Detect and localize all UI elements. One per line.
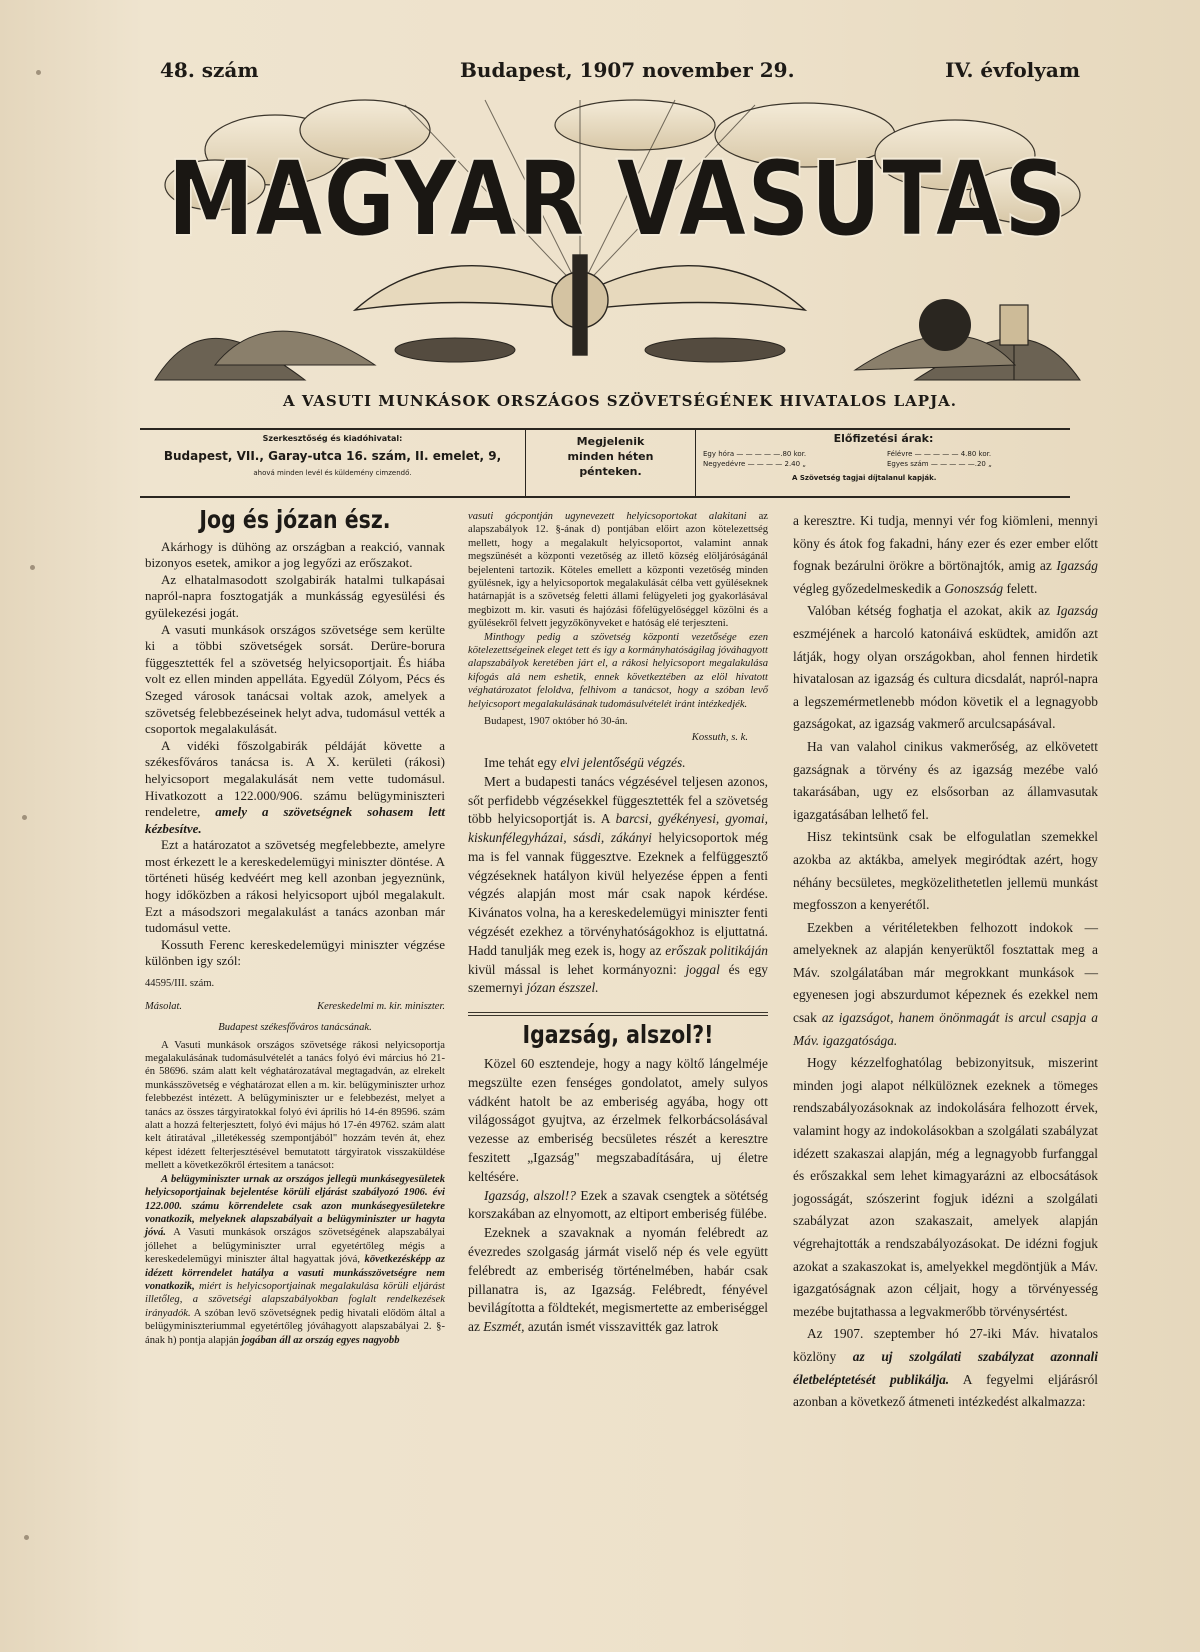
emphasis: jogában áll az ország egyes nagyobb [241, 1334, 400, 1346]
emphasis: miért is helyicsoportjainak megalakulása körüli eljárást illetőleg, a szövetségi alapszabályokban foglalt rendelkezések irányadók. [145, 1280, 445, 1319]
paragraph [468, 773, 768, 999]
emphasis: az igazságot, hanem önönmagát is arcul csapja a Máv. igazgatósága. [793, 1010, 1098, 1048]
paper-blemish [22, 815, 27, 820]
paragraph: Hisz tekintsünk csak be elfogulatlan szemekkel azokba az aktákba, amelyek megiródtak azért, hogy néhány becsületes, megközelithetetlen jellemü munkást megfosszon a kenyerétől. [793, 829, 1098, 913]
paragraph: Ezt a határozatot a szövetség megfelebbezte, amelyre most érkezett le a kereskedelemügyi miniszter döntése. A történeti hüség kedvéért meg kell azonban jegyeznünk, hogy időközben a rákosi helyicsoport ujból megalakult. Ezt a másodszori megalakulást a tanács azonban már tudomásul vette. [145, 837, 445, 936]
paragraph: Ha van valahol cinikus vakmerőség, az elkövetett gazságnak a törvény és az igazság mezébe való takarásában, ugy ez elsősorban az államvasutak igazgatásában lelhető fel. [793, 738, 1098, 822]
emphasis: A belügyminiszter urnak az országos jellegü munkásegyesületek helyicsoportjainak bejelentése körüli eljárást szabályozó 1906. évi 122.000. számu körrendelete csak azon munkásegyesületekre vonatkozik, melyeknek alapszabályait a belügyminiszter ur hagyta jóvá. [145, 1173, 445, 1239]
appearance-info [526, 430, 696, 496]
column-1 [145, 505, 445, 1347]
paragraph [468, 1187, 768, 1225]
emphasis: józan észszel. [526, 980, 599, 996]
paragraph [793, 510, 1098, 600]
paragraph-text: felett. [1006, 580, 1038, 596]
paper-blemish [30, 565, 35, 570]
paragraph-text: A szóban levő szövetségnek pedig hivatali elődöm által a belügyminiszteriummal egyetértőleg jóváhagyott alapszabályai 2. §-ának h) pontja alapján [145, 1307, 445, 1346]
emphasis: következésképp az idézett körrendelet hatálya a vasuti munkásszövetségre nem vonatkozik, [145, 1254, 445, 1292]
emphasis: vasuti gócpontján ugynevezett helyicsoportokat alakitani [468, 511, 747, 522]
emphasis: Igazság [1056, 558, 1098, 574]
paragraph [145, 738, 445, 838]
paragraph-text: A fegyelmi eljárásról azonban a következő átmeneti intézkedést alkalmazza: [793, 1371, 1098, 1410]
editorial-address: Budapest, VII., Garay-utca 16. szám, II. emelet, 9, [163, 449, 502, 463]
paragraph [468, 754, 768, 773]
emphasis: Eszmét, [483, 1319, 525, 1335]
editorial-info [140, 430, 526, 496]
paragraph-text: a keresztre. Ki tudja, mennyi vér fog kiömleni, mennyi köny és átok fog fakadni, hány ezer és ezer ember előtt fognak bezárulni örökre a börtönajtók, amig az [793, 513, 1098, 574]
column-3 [793, 510, 1098, 1414]
article-body [468, 754, 768, 1337]
emphasis: Igazság, alszol!? [484, 1187, 576, 1203]
emphasis: barcsi, gyékényesi, gyomai, kiskunfélegyházai, sásdi, zákányi [468, 811, 768, 846]
info-box [140, 428, 1070, 498]
paragraph-text: Az 1907. szeptember hó 27-iki Máv. hivatalos közlöny [793, 1326, 1098, 1364]
article-title: Igazság, alszol?! [522, 1020, 714, 1050]
paragraph-text: helyicsoportok még ma is fel vannak függesztve. Ezeknek a felfüggesztő végzéseknek hatályon kivül helyezése éppen a fenti végzés alapján most már csak napok kérdése. Kivánatos volna, ha a kereskedelemügyi miniszter fenti végzését ezekhez a törvényhatóságokhoz is eljuttatná. Hadd tanulják meg ezek is, hogy az [468, 830, 768, 958]
paragraph-text: Mert a budapesti tanács végzésével teljesen azonos, sőt perfidebb végzésekkel függesztették fel a szövetség több helyicsoportját is. A [468, 773, 768, 827]
paragraph: Kossuth Ferenc kereskedelemügyi miniszter végzése különben igy szól: [145, 936, 445, 969]
masthead-illustration [155, 95, 1080, 380]
paragraph: Hogy kézzelfoghatólag bebizonyitsuk, miszerint minden jogi alapot nélkülöznek ezeknek a tömeges rendszabályozásoknak az indokolására felhozott érvek, valamint hogy az indokolásokban a szolgálati szabályzat idézett szakaszai alapján, még a legnagyobb furfanggal és erőszakkal sem lehet kimagyarázni az elbocsátások jogosságát, szószerint fogjuk idézni a szolgálati szabályzat azon szakaszait, amelyek alapján végrehajtották a rendszabályozásokat. De idézni fogjuk azokat a szakaszokat is, amelyekkel megdöntjük a Máv. igazgatóságnak azon céljait, hogy a törvényesség mezébe bujtathassa a legvakmerőbb törvénysértést. [793, 1055, 1098, 1319]
emphasis: amely a szövetségnek sohasem lett kézbesítve. [145, 804, 445, 836]
paragraph: Akárhogy is dühöng az országban a reakció, vannak bizonyos esetek, amikor a jog legyőzi az erőszakot. [145, 538, 445, 571]
price-line: Félévre — — — — — 4.80 kor. [887, 450, 992, 458]
reference-number: 44595/III. szám. [145, 978, 215, 990]
quoted-paragraph: Minthogy pedig a szövetség központi vezetősége ezen kötelezettségeinek eleget tett és igy a kormányhatóságilag jóváhagyott alapszabályok keretében járt el, a rákosi helyicsoport megalakulása kifogás alá nem eshetik, ennek következtében az elöl hivatott véghatározatot feloldva, felhivom a tanácsot, hogy a szóban levő helyicsoport megalakulásának tudomásulvételét iránt intézkedjék. [468, 631, 768, 710]
price-line: Negyedévre — — — — 2.40 „ [703, 460, 806, 468]
appears-line: pénteken. [579, 465, 642, 478]
paragraph-text: kivül mással is lehet kormányozni: [468, 961, 677, 977]
addressee: Budapest székesfőváros tanácsának. [218, 1022, 372, 1034]
paragraph [793, 917, 1098, 1053]
paragraph: Az elhatalmasodott szolgabirák hatalmi tulkapásai napról-napra fosztogatják a munkásság egyesülési és gyülekezési jogát. [145, 571, 445, 620]
quoted-paragraph [468, 510, 768, 631]
paragraph: A vasuti munkások országos szövetsége sem kerülte ki a többi szövetségek sorsát. Derüre-borura függesztették fel a szövetség helyicsoportjait. És hiába volt ez ellen minden appelláta. Egyedül Zólyom, Pécs és Szeged városok tanácsai voltak azok, amelyek a szövetség felebbezéseinek helyt adva, tudomásul vették a csoportok megalakulását. [145, 621, 445, 737]
quoted-paragraph: A Vasuti munkások országos szövetsége rákosi nelyicsoportja megalakulásának tudomásulvételét a tanács folyó évi március hó 21-én 58696. szám alatt kelt véghatározatával megtagadván, az elrekelt munkásszövetség e véghatározat ellen a m. kir. belügyminiszter urhoz felebbezést intézett. A belügyminiszter ur e felebbezést, melyet a tanács az összes tárgyiratokkal folyó évi április hó 14-én 89596. szám alatt a hozzá felterjesztett, folyó évi május hó 17-én 49762. szám alatt kelt átiratával „illetékesség szempontjából" hozzám tevén át, ehez képest idézett felterjesztésével bemutatott tárgyiratok visszaküldése mellett a következőkről értesitem a tanácsot: [145, 1039, 445, 1172]
signature: Kossuth, s. k. [691, 731, 748, 743]
paragraph: Közel 60 esztendeje, hogy a nagy költő lángelméje megszülte ezen fenséges gondolatot, amely sulyos vádként hatolt be az emberiség agyába, hogy ott világosságot gyujtva, az érzelmek felkorbácsolásával vezesse az emberiség becsületes részét a keresztre feszitett „Igazság" megszabadítására, uj életre keltésére. [468, 1056, 768, 1184]
copy-label: Másolat. [145, 1000, 183, 1012]
appears-line: Megjelenik [576, 435, 645, 448]
copy-header [145, 999, 445, 1016]
article-title: Jog és józan ész. [199, 505, 391, 534]
emphasis: joggal [685, 961, 720, 977]
dateline: Budapest, 1907 október hó 30-án. [484, 716, 628, 728]
emphasis: erőszak politikáján [665, 942, 768, 958]
emphasis: elvi jelentőségü végzés. [560, 754, 686, 770]
masthead-subtitle: A VASUTI MUNKÁSOK ORSZÁGOS SZÖVETSÉGÉNEK HIVATALOS LAPJA. [282, 392, 958, 410]
paragraph-text: végleg győzedelmeskedik a [793, 580, 941, 596]
appears-line: minden héten [567, 450, 654, 463]
paragraph-text: A vidéki főszolgabirák példáját követte a székesfőváros tanácsa is. A X. kerületi (rákosi) helyicsoport megalakulását nem vette tudomásul. Hivatkozott a 122.000/906. számu belügyminiszteri rendeletre, [145, 737, 445, 820]
place-date: Budapest, 1907 november 29. [460, 58, 795, 82]
section-divider [468, 1012, 768, 1016]
paragraph-text: A Vasuti munkások országos szövetségének alapszabályai jóllehet a belügyminiszter urral egyetértőleg mégis a kereskedelemügyi miniszter által hagyattak jóvá, [145, 1227, 445, 1266]
top-line [160, 58, 1080, 88]
paragraph [793, 1323, 1098, 1413]
paragraph-text: Valóban kétség foghatja el azokat, akik az [807, 603, 1050, 619]
quoted-paragraph [145, 1173, 445, 1347]
price-line: Egy hóra — — — — —.80 kor. [703, 450, 807, 458]
paragraph [793, 600, 1098, 736]
emphasis: az uj szolgálati szabályzat azonnali életbeléptetését publikálja. [793, 1348, 1098, 1387]
paper-blemish [36, 70, 41, 75]
paragraph-text: azután ismét visszavitték gaz latrok [527, 1319, 719, 1335]
editorial-label: Szerkesztőség és kiadóhivatal: [262, 434, 403, 443]
paper-blemish [24, 1535, 29, 1540]
editorial-note: ahová minden levél és küldemény cimzendő. [253, 469, 412, 477]
subscription-prices [697, 430, 1070, 496]
paragraph-text: Ezek a szavak csengtek a sötétség korszakában az elnyomott, az eltiport emberiség fülébe. [468, 1187, 768, 1222]
price-line: Egyes szám — — — — —.20 „ [887, 460, 992, 468]
issue-number: 48. szám [160, 58, 259, 82]
masthead-title: MAGYAR VASUTAS [167, 138, 1067, 260]
globe-icon [919, 299, 971, 351]
volume: IV. évfolyam [945, 58, 1080, 82]
emphasis: Igazság [1056, 603, 1098, 619]
paragraph-text: és egy szemernyi [468, 961, 768, 996]
paragraph-text: Ezekben a véritéletekben felhozott indokok — amelyeknek az alapján kenyerüktől fosztattak meg a Máv. szolgálatában már megrokkant munkások — egyenesen jogi abszurdumot képeznek és ezekkel nem csak [793, 919, 1098, 1026]
ministry: Kereskedelmi m. kir. miniszter. [317, 1000, 445, 1012]
column-2 [468, 510, 768, 1337]
paragraph-text: eszméjének a harcoló katonáivá esküdtek, amidőn azt látják, hogy olyan országokban, ahol fennen hirdetik hivatalosan az igazság és cultura dicsdalát, napról-napra a legszemérmetlenebb módon követik el a legnagyobb gazságokat, az igazság vakmerő arculcsapásával. [793, 625, 1098, 732]
paragraph-text: az alapszabályok 12. §-ának d) pontjában előirt azon kötelezettség mellett, hogy a megalakult helyicsoportot, valamint annak megszünését a központi vezetőség az illető község elöljáróságánál bejelenteni tartozik. Köteles emellett a központi vezetőség minden gyülésnek, igy a helyicsoportok megalakulását célba vett gyüléseknek határnapját is a szövetség feletti állami felügyeleti jog gyakorlásával megbizott m. kir. vasuti és hajózási főfelügyelőséggel közölni és a gyülésekről felvett jegyzőkönyveket e hatóság elé terjeszteni. [468, 511, 769, 630]
paragraph-text: Ezeknek a szavaknak a nyomán felébredt az évezredes szolgaság jármát viselő nép és vele együtt felébredt az emberiség történelmében, habár csak pillanatra is, az Igazság. Felébredt, fényével bevilágította a földtekét, megismertette az emberiséggel az [468, 1225, 768, 1335]
emphasis: Gonoszság [944, 580, 1004, 596]
prices-note: A Szövetség tagjai díjtalanul kapják. [792, 474, 937, 482]
paragraph [468, 1224, 768, 1337]
paragraph-text: Ime tehát egy [484, 754, 557, 770]
prices-title: Előfizetési árak: [833, 432, 934, 445]
